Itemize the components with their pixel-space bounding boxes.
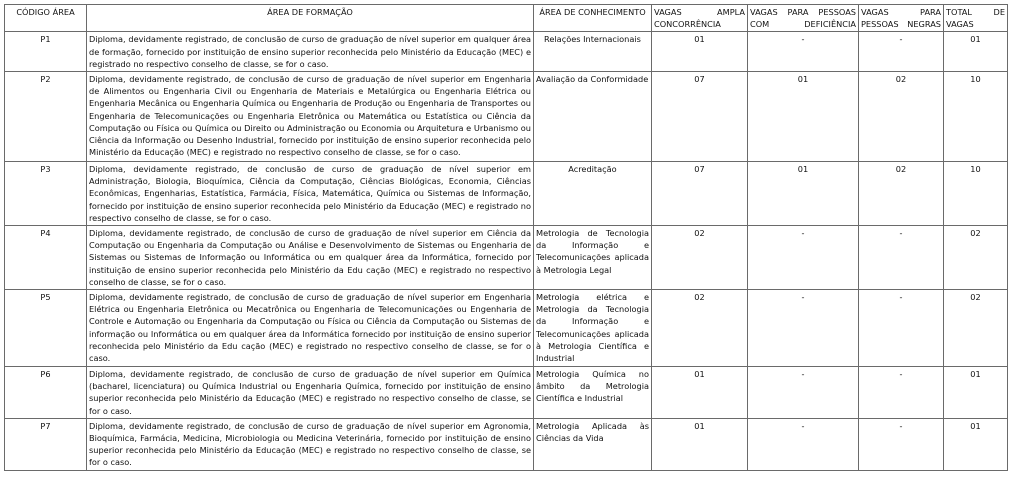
vacancies-table [4,4,1008,471]
conhecimento-cell: Acreditação [534,162,652,226]
formacao-cell: Diploma, devidamente registrado, de conclusão de curso de graduação de nível superior em Agronomia, Bioquímica, Farmácia, Medicina, Microbiologia ou Medicina Veterinária, fornecido por instituição de ensino superior reconhecida pelo Ministério da Educação (MEC) e registrado no respectivo conselho de classe, se for o caso. [87,418,534,470]
vagas-deficiencia-cell: 01 [748,162,859,226]
conhecimento-cell: Metrologia elétrica e Metrologia da Tecnologia da Informação e Telecomunicações aplicada à Metrologia Científica e Industrial [534,290,652,367]
table-header-row [5,5,1008,32]
vagas-negras-cell: - [859,290,944,367]
header-area-formacao: ÁREA DE FORMAÇÃO [87,5,534,32]
codigo-cell: P3 [5,162,87,226]
vagas-negras-cell: - [859,367,944,419]
codigo-cell: P6 [5,367,87,419]
table-row [5,32,1008,72]
vagas-ampla-cell: 07 [652,72,748,162]
vagas-negras-cell: 02 [859,162,944,226]
header-total-vagas: TOTAL DE VAGAS [944,5,1008,32]
codigo-cell: P4 [5,226,87,290]
total-vagas-cell: 01 [944,367,1008,419]
formacao-cell: Diploma, devidamente registrado, de conclusão de curso de graduação de nível superior em Engenharia Elétrica ou Engenharia Eletrônica ou Mecatrônica ou Engenharia de Telecomunicações ou Engenharia de Controle e Automação ou Engenharia da Computação ou Física ou Ciência da Computação ou Sistemas de informação ou Informática ou em qualquer área da Informática fornecido por instituição de ensino superior reconhecida pelo Ministério da Edu cação (MEC) e registrado no respectivo conselho de classe, se for o caso. [87,290,534,367]
header-area-conhecimento: ÁREA DE CONHECIMENTO [534,5,652,32]
total-vagas-cell: 10 [944,162,1008,226]
codigo-cell: P2 [5,72,87,162]
vagas-negras-cell: 02 [859,72,944,162]
conhecimento-cell: Metrologia Química no âmbito da Metrologia Científica e Industrial [534,367,652,419]
conhecimento-cell: Metrologia Aplicada às Ciências da Vida [534,418,652,470]
vagas-ampla-cell: 02 [652,290,748,367]
formacao-cell: Diploma, devidamente registrado, de conclusão de curso de graduação de nível superior em qualquer área de formação, fornecido por instituição de ensino superior reconhecida pelo Ministério da Educação (MEC) e registrado no respectivo conselho de classe, se for o caso. [87,32,534,72]
header-vagas-ampla: VAGAS AMPLA CONCORRÊNCIA [652,5,748,32]
vagas-ampla-cell: 01 [652,32,748,72]
vagas-negras-cell: - [859,418,944,470]
conhecimento-cell: Relações Internacionais [534,32,652,72]
total-vagas-cell: 02 [944,290,1008,367]
vagas-ampla-cell: 07 [652,162,748,226]
vagas-deficiencia-cell: 01 [748,72,859,162]
table-row [5,367,1008,419]
vagas-negras-cell: - [859,226,944,290]
formacao-cell: Diploma, devidamente registrado, de conclusão de curso de graduação de nível superior em Engenharia de Alimentos ou Engenharia Civil ou Engenharia de Materiais e Metalúrgica ou Engenharia Elétrica ou Engenharia Mecânica ou Engenharia Química ou Engenharia de Produção ou Engenharia de Transportes ou Engenharia de Telecomunicações ou Engenharia Eletrônica ou Matemática ou Estatística ou Ciência da Computação ou Física ou Química ou Direito ou Administração ou Economia ou Arquitetura e Urbanismo ou Ciência da Informação ou Desenho Industrial, fornecido por instituição de ensino superior reconhecida pelo Ministério da Educação (MEC) e registrado no respectivo conselho de classe, se for o caso. [87,72,534,162]
vagas-deficiencia-cell: - [748,32,859,72]
conhecimento-cell: Metrologia de Tecnologia da Informação e Telecomunicações aplicada à Metrologia Legal [534,226,652,290]
vagas-deficiencia-cell: - [748,418,859,470]
total-vagas-cell: 01 [944,418,1008,470]
document-page [4,4,1008,471]
header-vagas-deficiencia: VAGAS PARA PESSOAS COM DEFICIÊNCIA [748,5,859,32]
vagas-ampla-cell: 02 [652,226,748,290]
vagas-deficiencia-cell: - [748,226,859,290]
codigo-cell: P5 [5,290,87,367]
vagas-negras-cell: - [859,32,944,72]
table-row [5,72,1008,162]
total-vagas-cell: 02 [944,226,1008,290]
total-vagas-cell: 01 [944,32,1008,72]
codigo-cell: P7 [5,418,87,470]
vagas-deficiencia-cell: - [748,367,859,419]
table-row [5,226,1008,290]
vagas-ampla-cell: 01 [652,367,748,419]
header-codigo-area: CÓDIGO ÁREA [5,5,87,32]
total-vagas-cell: 10 [944,72,1008,162]
vagas-deficiencia-cell: - [748,290,859,367]
header-vagas-negras: VAGAS PARA PESSOAS NEGRAS [859,5,944,32]
codigo-cell: P1 [5,32,87,72]
formacao-cell: Diploma, devidamente registrado, de conclusão de curso de graduação de nível superior em Química (bacharel, licenciatura) ou Química Industrial ou Engenharia Química, fornecido por instituição de ensino superior reconhecida pelo Ministério da Educação (MEC) e registrado no respectivo conselho de classe, se for o caso. [87,367,534,419]
table-row [5,418,1008,470]
vagas-ampla-cell: 01 [652,418,748,470]
formacao-cell: Diploma, devidamente registrado, de conclusão de curso de graduação de nível superior em Ciência da Computação ou Engenharia da Computação ou Análise e Desenvolvimento de Sistemas ou Engenharia de Sistemas ou Sistemas de Informação ou Informática ou em qualquer área da Informática, fornecido por instituição de ensino superior reconhecida pelo Ministério da Edu cação (MEC) e registrado no respectivo conselho de classe, se for o caso. [87,226,534,290]
table-row [5,162,1008,226]
conhecimento-cell: Avaliação da Conformidade [534,72,652,162]
table-row [5,290,1008,367]
formacao-cell: Diploma, devidamente registrado, de conclusão de curso de graduação de nível superior em Administração, Biologia, Bioquímica, Ciência da Computação, Ciências Biológicas, Economia, Ciências Econômicas, Engenharias, Estatística, Farmácia, Física, Matemática, Química ou Sistemas de Informação, fornecido por instituição de ensino superior reconhecida pelo Ministério da Educação (MEC) e registrado no respectivo conselho de classe, se for o caso. [87,162,534,226]
